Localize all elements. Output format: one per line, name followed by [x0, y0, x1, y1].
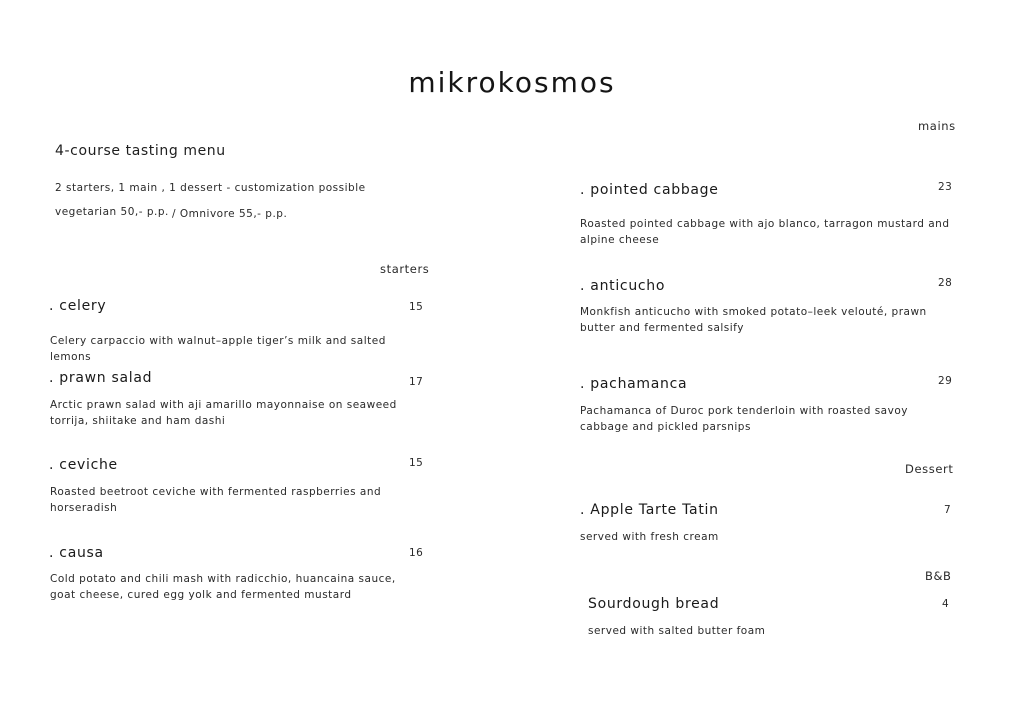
dish-price-anticucho: 28	[938, 277, 953, 289]
dish-price-causa: 16	[409, 547, 424, 559]
restaurant-title: mikrokosmos	[408, 66, 616, 99]
dish-name-pointed-cabbage: . pointed cabbage	[580, 182, 719, 198]
dish-description-anticucho: Monkfish anticucho with smoked potato–leek velouté, prawn butter and fermented salsify	[580, 306, 927, 334]
dish-description-ceviche: Roasted beetroot ceviche with fermented raspberries and horseradish	[50, 486, 382, 514]
dish-name-sourdough-bread: Sourdough bread	[588, 596, 720, 612]
dish-name-prawn-salad: . prawn salad	[49, 370, 153, 386]
bnb-section-label: B&B	[925, 569, 952, 583]
dish-price-celery: 15	[409, 301, 424, 313]
dish-price-pachamanca: 29	[938, 375, 953, 387]
dish-name-ceviche: . ceviche	[49, 457, 118, 473]
dish-price-pointed-cabbage: 23	[938, 181, 953, 193]
dish-name-celery: . celery	[49, 298, 107, 314]
vegetarian-price: vegetarian 50,- p.p.	[55, 206, 169, 218]
dish-name-apple-tarte-tatin: . Apple Tarte Tatin	[580, 502, 719, 518]
dish-name-pachamanca: . pachamanca	[580, 376, 688, 392]
dish-name-causa: . causa	[49, 545, 104, 561]
dish-description-celery: Celery carpaccio with walnut–apple tiger’s milk and salted lemons	[50, 335, 386, 363]
dish-name-anticucho: . anticucho	[580, 278, 666, 294]
tasting-menu-heading: 4-course tasting menu	[55, 143, 226, 159]
dish-description-pachamanca: Pachamanca of Duroc pork tenderloin with roasted savoy cabbage and pickled parsnips	[580, 405, 908, 433]
dish-price-sourdough-bread: 4	[942, 598, 950, 610]
dish-price-apple-tarte-tatin: 7	[944, 504, 952, 516]
starters-section-label: starters	[380, 262, 430, 276]
dish-description-causa: Cold potato and chili mash with radicchio, huancaina sauce, goat cheese, cured egg yolk and fermented mustard	[50, 573, 396, 601]
dish-description-pointed-cabbage: Roasted pointed cabbage with ajo blanco, tarragon mustard and alpine cheese	[580, 218, 950, 246]
dish-description-apple-tarte-tatin: served with fresh cream	[580, 531, 719, 543]
dish-price-ceviche: 15	[409, 457, 424, 469]
dessert-section-label: Dessert	[905, 462, 954, 476]
dish-price-prawn-salad: 17	[409, 376, 424, 388]
tasting-menu-description: 2 starters, 1 main , 1 dessert - customization possible	[55, 182, 366, 194]
mains-section-label: mains	[918, 119, 956, 133]
dish-description-prawn-salad: Arctic prawn salad with aji amarillo mayonnaise on seaweed torrija, shiitake and ham dashi	[50, 399, 397, 427]
dish-description-sourdough-bread: served with salted butter foam	[588, 625, 766, 637]
omnivore-price: / Omnivore 55,- p.p.	[172, 208, 288, 220]
